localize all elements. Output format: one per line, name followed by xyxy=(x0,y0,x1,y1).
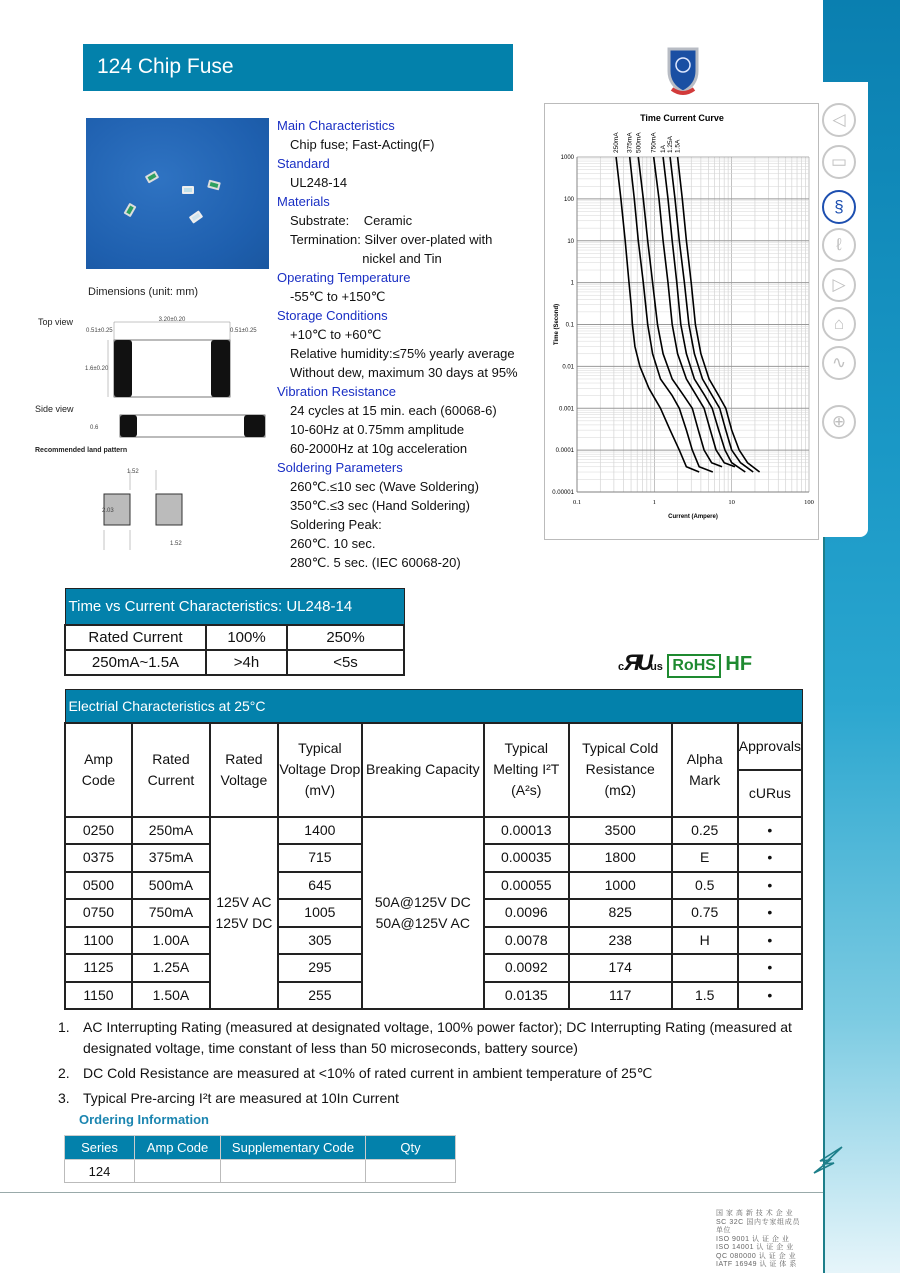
melting-i2t-cell: 0.0092 xyxy=(484,954,569,982)
dimension-drawing xyxy=(80,310,280,560)
cold-resistance-cell: 3500 xyxy=(569,817,672,845)
rated-current-cell: 1.00A xyxy=(132,927,210,955)
cold-resistance-cell: 1000 xyxy=(569,872,672,900)
series-label: 750mA xyxy=(650,132,658,153)
voltage-drop-cell: 715 xyxy=(278,844,362,872)
ptc-resistor-icon[interactable]: ℓ xyxy=(822,228,856,262)
alpha-mark-cell: 0.25 xyxy=(672,817,738,845)
approval-cell: • xyxy=(738,927,802,955)
svg-text:1.52: 1.52 xyxy=(127,469,139,475)
rated-current-cell: 1.25A xyxy=(132,954,210,982)
land-pattern-label: Recommended land pattern xyxy=(35,447,128,454)
page-title: 124 Chip Fuse xyxy=(83,44,513,91)
y-tick-label: 1000 xyxy=(560,155,574,161)
col-melting-i2t: Typical Melting I²T (A²s) xyxy=(484,723,569,817)
footer-divider xyxy=(0,1192,823,1193)
col-voltage-drop: Typical Voltage Drop (mV) xyxy=(278,723,362,817)
spec-heading: Soldering Parameters xyxy=(277,460,403,475)
rated-current-cell: 750mA xyxy=(132,899,210,927)
svg-text:1.6±0.20: 1.6±0.20 xyxy=(85,366,109,372)
cold-resistance-cell: 1800 xyxy=(569,844,672,872)
y-tick-label: 10 xyxy=(567,238,574,245)
spec-value: Termination: Silver over-plated with xyxy=(290,232,493,247)
amp-code-cell: 0750 xyxy=(65,899,132,927)
amp-code-cell: 1125 xyxy=(65,954,132,982)
voltage-drop-cell: 255 xyxy=(278,982,362,1010)
y-tick-label: 0.001 xyxy=(558,406,574,413)
series-label: 1.25A xyxy=(667,136,675,153)
ordering-table xyxy=(64,1135,456,1183)
chart-svg xyxy=(545,104,820,541)
melting-i2t-cell: 0.00013 xyxy=(484,817,569,845)
spec-value: Soldering Peak: xyxy=(290,517,382,532)
electrical-characteristics-table xyxy=(64,689,803,1010)
certification-line: SC 32C 国内专家组成员单位 xyxy=(716,1218,800,1234)
col-breaking-capacity: Breaking Capacity xyxy=(362,723,484,817)
footnote-text: DC Cold Resistance are measured at <10% of rated current in ambient temperature of 25℃ xyxy=(83,1065,653,1081)
melting-i2t-cell: 0.0135 xyxy=(484,982,569,1010)
tvc-header: 100% xyxy=(206,625,287,650)
electrical-table-title: Electrial Characteristics at 25°C xyxy=(65,690,802,723)
gas-tube-icon[interactable]: ⌂ xyxy=(822,307,856,341)
spec-value: Substrate: Ceramic xyxy=(290,213,413,228)
x-tick-label: 1 xyxy=(652,499,656,506)
col-alpha-mark: Alpha Mark xyxy=(672,723,738,817)
tvc-cell: 250mA~1.5A xyxy=(65,650,206,675)
footnote-number: 1. xyxy=(58,1019,70,1035)
dimensions-title: Dimensions (unit: mm) xyxy=(88,286,199,298)
order-cell-qty xyxy=(366,1160,456,1183)
y-axis-label: Time (Second) xyxy=(554,303,560,346)
svg-text:2.03: 2.03 xyxy=(102,508,114,514)
rated-current-cell: 1.50A xyxy=(132,982,210,1010)
breaking-capacity-line: 50A@125V DC xyxy=(374,893,471,910)
certification-line: 国 家 高 新 技 术 企 业 xyxy=(716,1210,794,1217)
footnote-number: 3. xyxy=(58,1090,70,1106)
side-view-label: Side view xyxy=(35,404,74,414)
y-tick-label: 0.01 xyxy=(562,364,574,371)
y-tick-label: 0.00001 xyxy=(552,490,574,496)
order-header: Supplementary Code xyxy=(221,1136,366,1160)
spec-value: 350℃.≤3 sec (Hand Soldering) xyxy=(290,498,470,513)
approval-cell: • xyxy=(738,844,802,872)
x-tick-label: 0.1 xyxy=(572,499,582,506)
spec-value: 260℃.≤10 sec (Wave Soldering) xyxy=(290,479,479,494)
cold-resistance-cell: 825 xyxy=(569,899,672,927)
footnote xyxy=(58,1063,798,1084)
ul-logo-icon: ЯU xyxy=(624,650,651,675)
order-header: Amp Code xyxy=(135,1136,221,1160)
spec-value: 60-2000Hz at 10g acceleration xyxy=(290,441,468,456)
amp-code-cell: 0375 xyxy=(65,844,132,872)
spec-value: -55℃ to +150℃ xyxy=(290,289,386,304)
x-tick-label: 100 xyxy=(804,499,814,506)
rohs-badge: RoHS xyxy=(667,654,721,678)
voltage-drop-cell: 1005 xyxy=(278,899,362,927)
svg-text:3.20±0.20: 3.20±0.20 xyxy=(158,317,186,323)
y-tick-label: 0.1 xyxy=(565,322,574,329)
certification-logos xyxy=(618,650,803,680)
melting-i2t-cell: 0.0078 xyxy=(484,927,569,955)
globe-icon[interactable]: ⊕ xyxy=(822,405,856,439)
svg-text:0.51±0.25: 0.51±0.25 xyxy=(230,328,257,334)
approval-cell: • xyxy=(738,954,802,982)
spec-heading: Main Characteristics xyxy=(277,118,395,133)
footnote-text: Typical Pre-arcing I²t are measured at 10In Current xyxy=(83,1090,399,1106)
spec-value: Without dew, maximum 30 days at 95% xyxy=(290,365,518,380)
amp-code-cell: 1150 xyxy=(65,982,132,1010)
alpha-mark-cell: 1.5 xyxy=(672,982,738,1010)
breaking-capacity-line: 50A@125V AC xyxy=(375,914,470,931)
footnote xyxy=(58,1017,798,1059)
spec-value: +10℃ to +60℃ xyxy=(290,327,382,342)
ordering-title: Ordering Information xyxy=(79,1112,209,1127)
spec-value: 24 cycles at 15 min. each (60068-6) xyxy=(290,403,497,418)
amp-code-cell: 0500 xyxy=(65,872,132,900)
spec-value: Relative humidity:≤75% yearly average xyxy=(290,346,515,361)
footnote-text: AC Interrupting Rating (measured at designated voltage, 100% power factor); DC Interrupting Rating (measured at designated voltage, time constant of less than 50 microseconds, battery source) xyxy=(83,1019,792,1056)
melting-i2t-cell: 0.0096 xyxy=(484,899,569,927)
melting-i2t-cell: 0.00055 xyxy=(484,872,569,900)
table-row xyxy=(65,817,802,845)
footnotes xyxy=(58,1017,798,1113)
spec-heading: Operating Temperature xyxy=(277,270,411,285)
series-label: 500mA xyxy=(635,132,643,153)
certification-line: ISO 9001 认 证 企 业 xyxy=(716,1235,790,1243)
breaking-capacity-cell xyxy=(362,817,484,1010)
tvc-title: Time vs Current Characteristics: UL248-14 xyxy=(65,589,404,625)
spec-value: 260℃. 10 sec. xyxy=(290,536,376,551)
spec-heading: Vibration Resistance xyxy=(277,384,396,399)
certification-list xyxy=(716,1210,800,1270)
rated-current-cell: 250mA xyxy=(132,817,210,845)
certification-line: QC 080000 认 证 企 业 xyxy=(716,1252,797,1260)
amp-code-cell: 1100 xyxy=(65,927,132,955)
col-curus: cURus xyxy=(738,770,802,817)
book-icon[interactable]: ▭ xyxy=(822,145,856,179)
rated-voltage-line: 125V DC xyxy=(215,914,273,931)
fuse-symbol-icon[interactable]: § xyxy=(822,190,856,224)
hf-badge: HF xyxy=(725,653,753,675)
time-vs-current-table xyxy=(64,588,405,676)
voltage-drop-cell: 1400 xyxy=(278,817,362,845)
x-axis-label: Current (Ampere) xyxy=(668,514,718,520)
time-current-chart xyxy=(544,103,819,540)
arrow-connector-icon[interactable]: ▷ xyxy=(822,268,856,302)
top-view-label: Top view xyxy=(38,317,74,327)
spec-heading: Standard xyxy=(277,156,330,171)
rated-current-cell: 375mA xyxy=(132,844,210,872)
spec-value: nickel and Tin xyxy=(290,251,442,266)
alpha-mark-cell: 0.5 xyxy=(672,872,738,900)
alpha-mark-cell: E xyxy=(672,844,738,872)
company-shield-logo xyxy=(663,45,703,97)
approval-cell: • xyxy=(738,872,802,900)
alpha-mark-cell: 0.75 xyxy=(672,899,738,927)
tvc-cell: <5s xyxy=(287,650,404,675)
series-label: 375mA xyxy=(626,132,634,153)
y-tick-label: 0.0001 xyxy=(555,448,574,455)
y-tick-label: 1 xyxy=(570,280,574,287)
order-header: Series xyxy=(65,1136,135,1160)
order-header: Qty xyxy=(366,1136,456,1160)
rated-current-cell: 500mA xyxy=(132,872,210,900)
footnote xyxy=(58,1088,798,1109)
svg-text:1.52: 1.52 xyxy=(170,541,182,547)
y-tick-label: 100 xyxy=(563,196,574,203)
col-rated-current: Rated Current xyxy=(132,723,210,817)
approval-cell: • xyxy=(738,982,802,1010)
spec-value: 280℃. 5 sec. (IEC 60068-20) xyxy=(290,555,461,570)
cold-resistance-cell: 117 xyxy=(569,982,672,1010)
col-amp-code: Amp Code xyxy=(65,723,132,817)
tvc-cell: >4h xyxy=(206,650,287,675)
spec-value: 10-60Hz at 0.75mm amplitude xyxy=(290,422,465,437)
ul-us: us xyxy=(650,661,663,673)
voltage-drop-cell: 645 xyxy=(278,872,362,900)
voltage-drop-cell: 295 xyxy=(278,954,362,982)
rated-voltage-cell xyxy=(210,817,278,1010)
alpha-mark-cell: H xyxy=(672,927,738,955)
cold-resistance-cell: 174 xyxy=(569,954,672,982)
amp-code-cell: 0250 xyxy=(65,817,132,845)
voltage-drop-cell: 305 xyxy=(278,927,362,955)
lightning-icon xyxy=(812,1145,846,1175)
product-photo xyxy=(86,118,269,269)
order-cell-series: 124 xyxy=(65,1160,135,1183)
inductor-icon[interactable]: ∿ xyxy=(822,346,856,380)
cold-resistance-cell: 238 xyxy=(569,927,672,955)
spec-heading: Materials xyxy=(277,194,330,209)
spec-value: Chip fuse; Fast-Acting(F) xyxy=(290,137,435,152)
tvc-header: 250% xyxy=(287,625,404,650)
rated-voltage-line: 125V AC xyxy=(216,893,272,910)
order-cell-supplementary xyxy=(221,1160,366,1183)
footnote-number: 2. xyxy=(58,1065,70,1081)
certification-line: IATF 16949 认 证 体 系 xyxy=(716,1261,797,1268)
alpha-mark-cell xyxy=(672,954,738,982)
approval-cell: • xyxy=(738,817,802,845)
series-label: 1.5A xyxy=(674,139,682,153)
svg-text:0.6: 0.6 xyxy=(90,425,99,431)
fuse-triangle-icon[interactable]: ◁ xyxy=(822,103,856,137)
svg-text:0.51±0.25: 0.51±0.25 xyxy=(86,328,113,334)
col-cold-resistance: Typical Cold Resistance (mΩ) xyxy=(569,723,672,817)
col-rated-voltage: Rated Voltage xyxy=(210,723,278,817)
series-label: 1A xyxy=(660,145,668,153)
tvc-header: Rated Current xyxy=(65,625,206,650)
melting-i2t-cell: 0.00035 xyxy=(484,844,569,872)
chart-title: Time Current Curve xyxy=(640,113,724,123)
approval-cell: • xyxy=(738,899,802,927)
spec-heading: Storage Conditions xyxy=(277,308,388,323)
spec-value: UL248-14 xyxy=(290,175,348,190)
ul-c: c xyxy=(618,661,625,673)
certification-line: ISO 14001 认 证 企 业 xyxy=(716,1244,794,1251)
col-approvals: Approvals xyxy=(738,723,802,770)
order-cell-amp-code xyxy=(135,1160,221,1183)
x-tick-label: 10 xyxy=(728,499,735,506)
series-label: 250mA xyxy=(613,132,621,153)
specifications-list xyxy=(277,116,547,572)
